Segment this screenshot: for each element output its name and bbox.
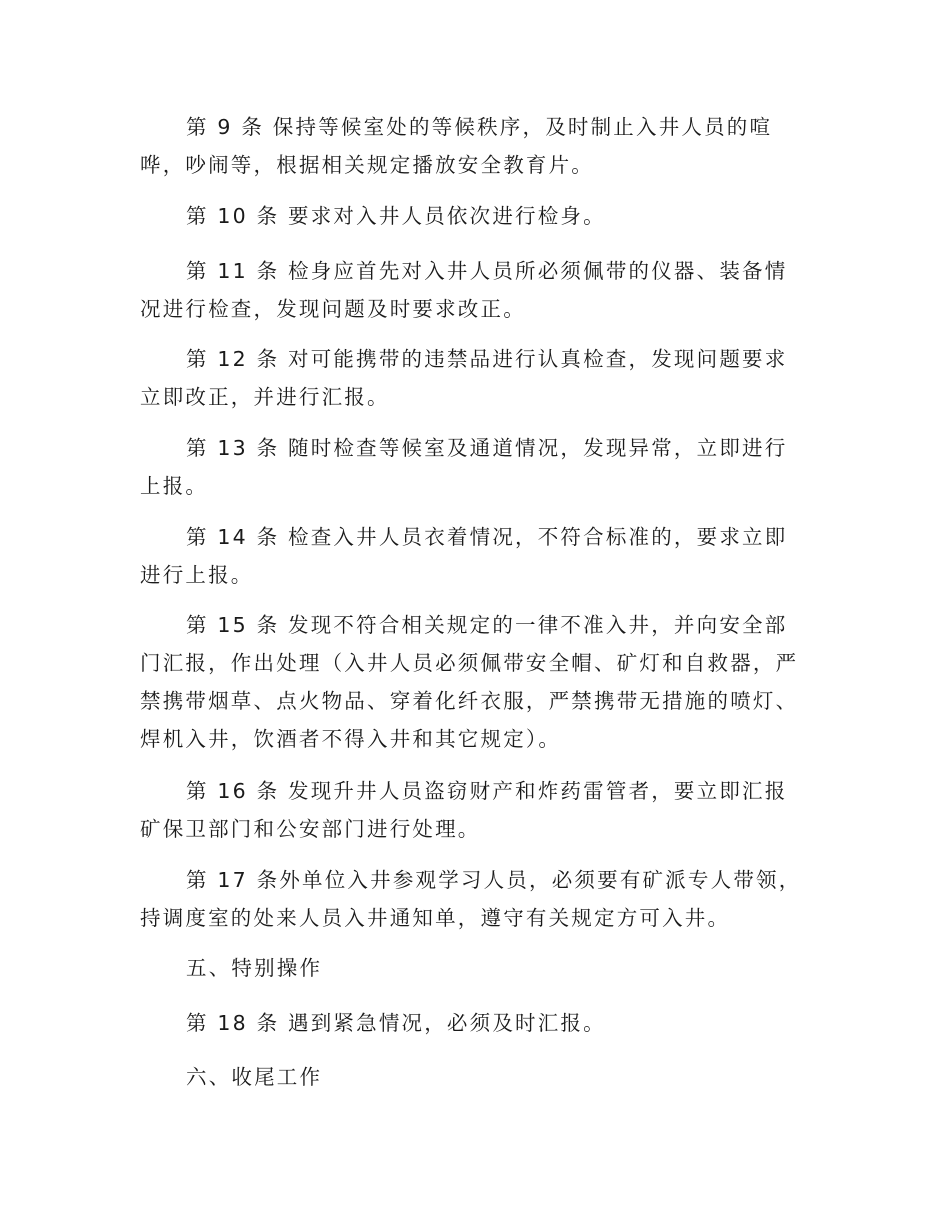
article-16: 第 16 条 发现升井人员盗窃财产和炸药雷管者，要立即汇报矿保卫部门和公安部门进行处理。 bbox=[140, 779, 788, 841]
article-9: 第 9 条 保持等候室处的等候秩序，及时制止入井人员的喧哗，吵闹等，根据相关规定播放安全教育片。 bbox=[140, 115, 773, 177]
section-heading-closing-work: 六、收尾工作 bbox=[186, 1065, 323, 1089]
article-18: 第 18 条 遇到紧急情况，必须及时汇报。 bbox=[186, 1011, 606, 1035]
article-12: 第 12 条 对可能携带的违禁品进行认真检查，发现问题要求立即改正，并进行汇报。 bbox=[140, 347, 788, 409]
article-17: 第 17 条外单位入井参观学习人员，必须要有矿派专人带领，持调度室的处来人员入井通知单，遵守有关规定方可入井。 bbox=[140, 868, 802, 930]
article-13: 第 13 条 随时检查等候室及通道情况，发现异常，立即进行上报。 bbox=[140, 436, 788, 498]
article-10: 第 10 条 要求对入井人员依次进行检身。 bbox=[186, 204, 606, 228]
article-15: 第 15 条 发现不符合相关规定的一律不准入井，并向安全部门汇报，作出处理（入井人员必须佩带安全帽、矿灯和自救器，严禁携带烟草、点火物品、穿着化纤衣服，严禁携带无措施的喷灯、焊机入井，饮酒者不得入井和其它规定）。 bbox=[140, 613, 799, 751]
section-heading-special-operations: 五、特别操作 bbox=[186, 956, 323, 980]
article-14: 第 14 条 检查入井人员衣着情况，不符合标准的，要求立即进行上报。 bbox=[140, 525, 788, 587]
article-11: 第 11 条 检身应首先对入井人员所必须佩带的仪器、装备情况进行检查，发现问题及时要求改正。 bbox=[140, 259, 788, 321]
